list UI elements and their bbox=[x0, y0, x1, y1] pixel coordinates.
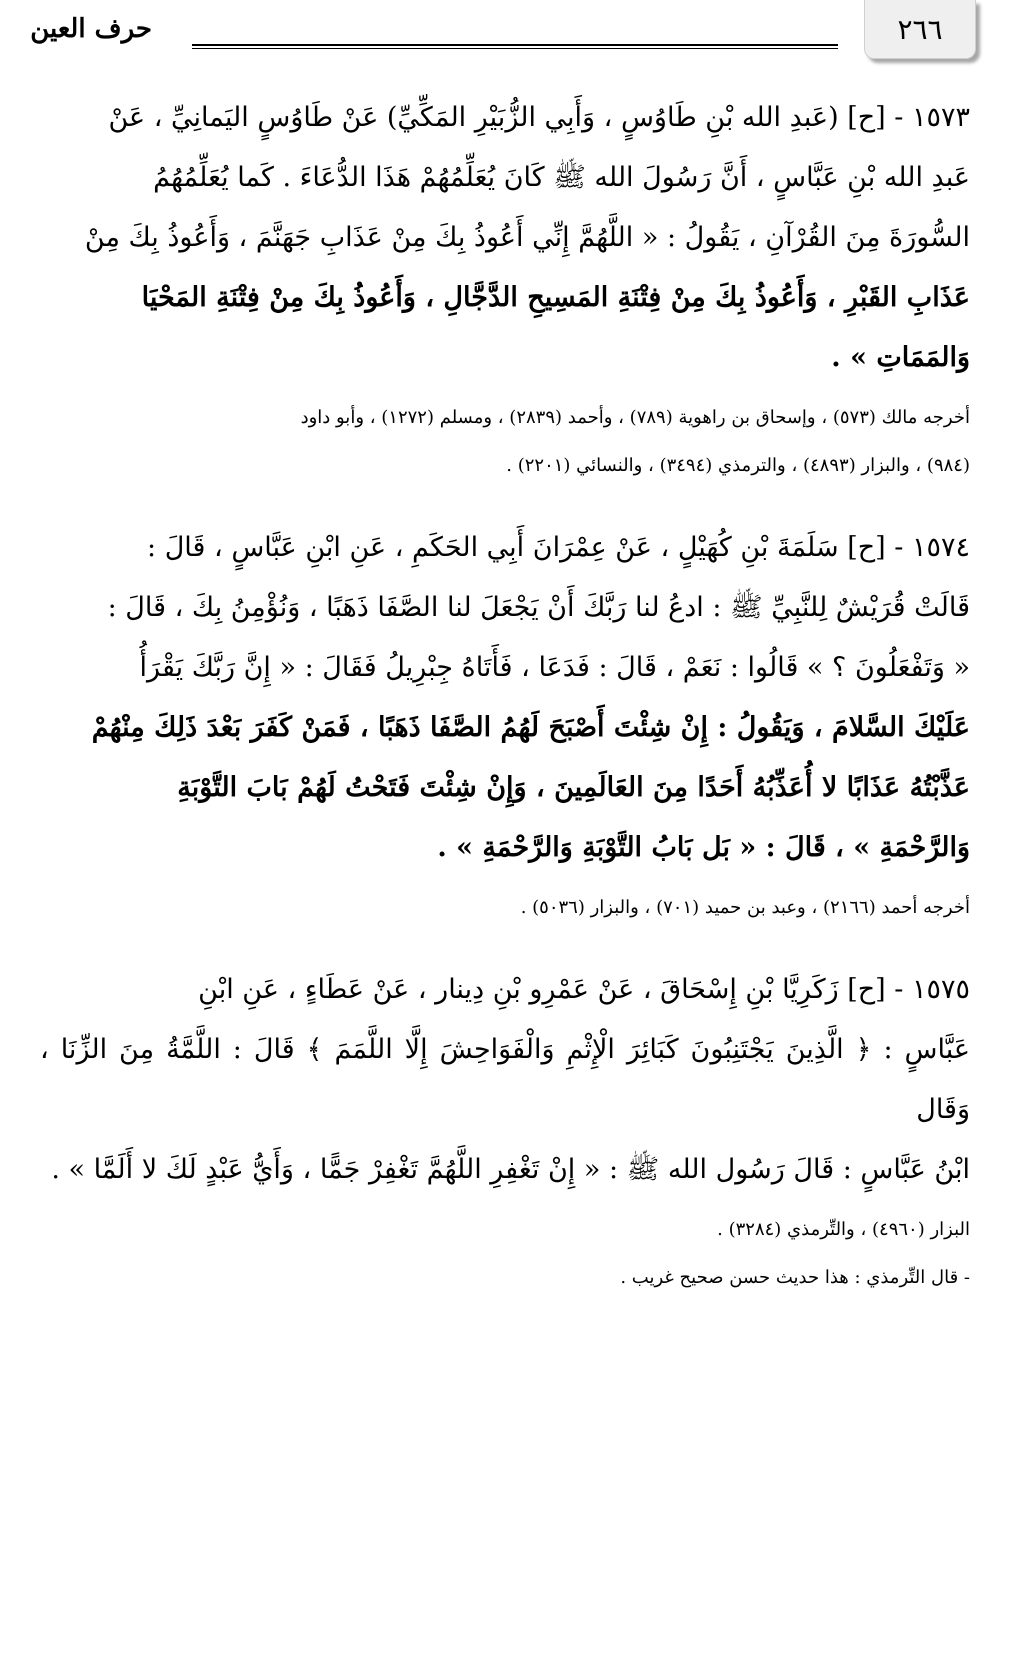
hadith-line: وَالمَمَاتِ » . bbox=[831, 342, 970, 373]
chapter-title: حرف العين bbox=[30, 14, 152, 44]
takhrij-line: أخرجه مالك (٥٧٣) ، وإسحاق بن راهوية (٧٨٩) ، وأحمد (٢٨٣٩) ، ومسلم (١٢٧٢) ، وأبو داود bbox=[300, 407, 970, 428]
hadith-line: عَبدِ الله بْنِ عَبَّاسٍ ، أَنَّ رَسُولَ الله ﷺ كَانَ يُعَلِّمُهُمْ هَذَا الدُّعَاءَ . كَما يُعَلِّمُهُمُ bbox=[153, 162, 970, 193]
takhrij-line: (٩٨٤) ، والبزار (٤٨٩٣) ، والترمذي (٣٤٩٤) ، والنسائي (٢٢٠١) . bbox=[506, 455, 970, 476]
spacer bbox=[40, 490, 970, 518]
hadith-line: السُّورَةَ مِنَ القُرْآنِ ، يَقُولُ : « اللَّهُمَّ إِنِّي أَعُوذُ بِكَ مِنْ عَذَابِ جَهَنَّمَ ، وَأَعُوذُ بِكَ مِنْ bbox=[84, 222, 970, 253]
hadith-line: ١٥٧٥ - [ح] زَكَرِيَّا بْنِ إِسْحَاقَ ، عَنْ عَمْرِو بْنِ دِينار ، عَنْ عَطَاءٍ ، عَنِ ابْنِ bbox=[198, 974, 970, 1005]
hadith-1574 bbox=[40, 518, 970, 878]
takhrij-1573 bbox=[40, 394, 970, 490]
hadith-1575 bbox=[40, 960, 970, 1200]
hadith-line: ابْنُ عَبَّاسٍ : قَالَ رَسُول الله ﷺ : « إِنْ تَغْفِرِ اللَّهُمَّ تَغْفِرْ جَمًّا ، وَأَيُّ عَبْدٍ لَكَ لا أَلَمَّا » . bbox=[51, 1154, 970, 1185]
hadith-line: وَالرَّحْمَةِ » ، قَالَ : « بَل بَابُ التَّوْبَةِ وَالرَّحْمَةِ » . bbox=[437, 832, 970, 863]
hadith-line: « وَتَفْعَلُونَ ؟ » قَالُوا : نَعَمْ ، قَالَ : فَدَعَا ، فَأَتَاهُ جِبْرِيلُ فَقَالَ : « إِنَّ رَبَّكَ يَقْرَأُ bbox=[139, 652, 970, 683]
page-number-tab bbox=[864, 0, 976, 59]
header-rule bbox=[192, 44, 838, 49]
takhrij-line: أخرجه أحمد (٢١٦٦) ، وعبد بن حميد (٧٠١) ، والبزار (٥٠٣٦) . bbox=[520, 897, 970, 918]
page-header bbox=[30, 0, 976, 60]
hadith-line: قَالَتْ قُرَيْشٌ لِلنَّبِيِّ ﷺ : ادعُ لنا رَبَّكَ أَنْ يَجْعَلَ لنا الصَّفَا ذَهَبًا ، وَنُؤْمِنُ بِكَ ، قَالَ : bbox=[107, 592, 970, 623]
hadith-line: ١٥٧٣ - [ح] (عَبدِ الله بْنِ طَاوُسٍ ، وَأَبِي الزُّبَيْرِ المَكِّيِّ) عَنْ طَاوُسٍ اليَمانِيِّ ، عَنْ bbox=[108, 102, 970, 133]
hadith-line: ١٥٧٤ - [ح] سَلَمَةَ بْنِ كُهَيْلٍ ، عَنْ عِمْرَانَ أَبِي الحَكَمِ ، عَنِ ابْنِ عَبَّاسٍ ، قَالَ : bbox=[147, 532, 970, 563]
page-content bbox=[40, 88, 970, 1302]
takhrij-line: البزار (٤٩٦٠) ، والتِّرمذي (٣٢٨٤) . bbox=[717, 1219, 970, 1240]
hadith-line: عَذَّبْتُهُ عَذَابًا لا أُعَذِّبُهُ أَحَدًا مِنَ العَالَمِينَ ، وَإِنْ شِئْتَ فَتَحْتُ لَهُمْ بَابَ التَّوْبَةِ bbox=[177, 772, 970, 803]
hadith-line: عَبَّاسٍ : ﴿ الَّذِينَ يَجْتَنِبُونَ كَبَائِرَ الْإِثْمِ وَالْفَوَاحِشَ إِلَّا اللَّمَمَ ﴾ قَالَ : اللَّمَّةُ مِنَ الزِّنَا ، وَقَال bbox=[40, 1034, 970, 1125]
hadith-line: عَلَيْكَ السَّلامَ ، وَيَقُولُ : إِنْ شِئْتَ أَصْبَحَ لَهُمُ الصَّفَا ذَهَبًا ، فَمَنْ كَفَرَ بَعْدَ ذَلِكَ مِنْهُمْ bbox=[91, 712, 970, 743]
spacer bbox=[40, 932, 970, 960]
takhrij-1574 bbox=[40, 884, 970, 932]
takhrij-line: - قال التِّرمذي : هذا حديث حسن صحيح غريب . bbox=[620, 1267, 970, 1288]
hadith-1573 bbox=[40, 88, 970, 388]
hadith-line: عَذَابِ القَبْرِ ، وَأَعُوذُ بِكَ مِنْ فِتْنَةِ المَسِيحِ الدَّجَّالِ ، وَأَعُوذُ بِكَ مِنْ فِتْنَةِ المَحْيَا bbox=[141, 282, 970, 313]
takhrij-1575 bbox=[40, 1206, 970, 1302]
page-number: ٢٦٦ bbox=[897, 12, 943, 46]
